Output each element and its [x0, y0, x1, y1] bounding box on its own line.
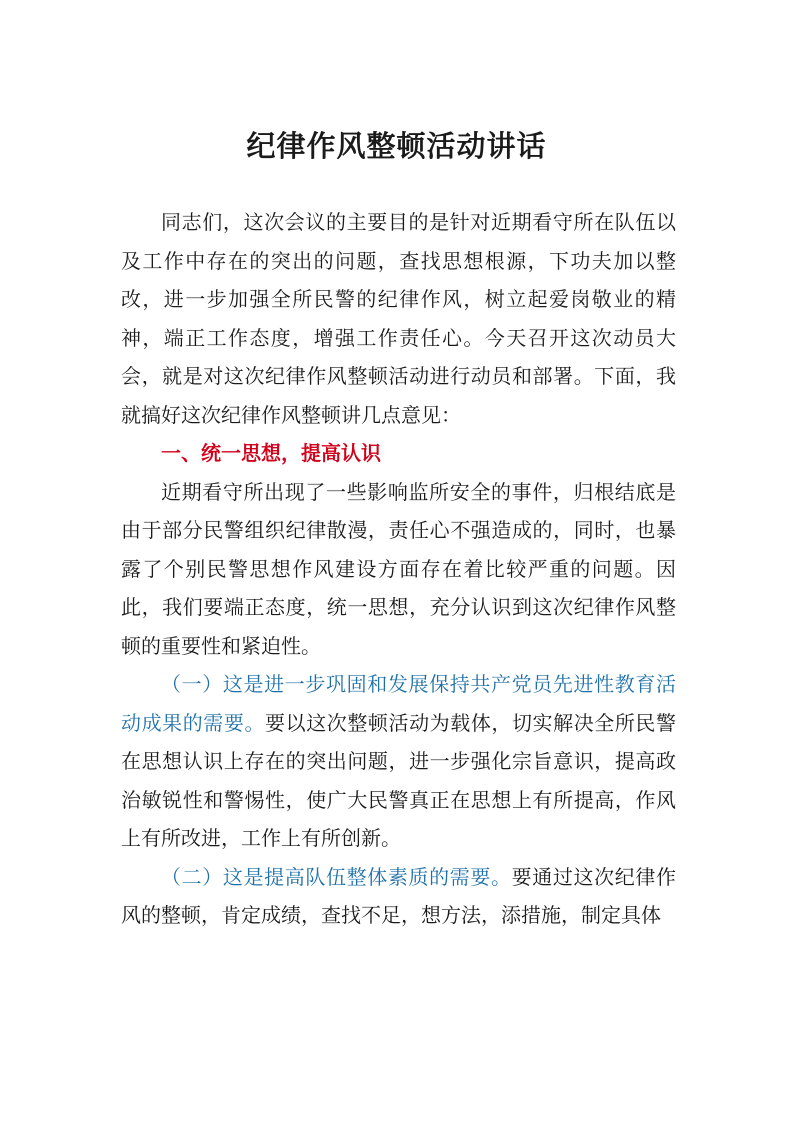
- document-title: 纪律作风整顿活动讲话: [246, 129, 547, 163]
- point-paragraph-1: [121, 665, 676, 858]
- point-lead-1: （一）这是进一步巩固和发展保持共产党员先进性教育活动成果的需要。: [121, 672, 676, 735]
- point-paragraph-2: [121, 858, 676, 935]
- point-text-2: 要通过这次纪律作风的整顿，肯定成绩，查找不足，想方法，添措施，制定具体: [121, 864, 676, 927]
- document-body: [121, 203, 676, 935]
- section-paragraph: 近期看守所出现了一些影响监所安全的事件，归根结底是由于部分民警组织纪律散漫，责任心不强造成的，同时，也暴露了个别民警思想作风建设方面存在着比较严重的问题。因此，我们要端正态度，统一思想，充分认识到这次纪律作风整顿的重要性和紧迫性。: [121, 479, 676, 658]
- section-heading: 一、统一思想，提高认识: [161, 441, 381, 465]
- point-lead-2: （二）这是提高队伍整体素质的需要。: [161, 864, 512, 889]
- point-text-1: 要以这次整顿活动为载体，切实解决全所民警在思想认识上存在的突出问题，进一步强化宗旨意识，提高政治敏锐性和警惕性，使广大民警真正在思想上有所提高，作风上有所改进，工作上有所创新。: [121, 710, 677, 850]
- intro-paragraph: 同志们，这次会议的主要目的是针对近期看守所在队伍以及工作中存在的突出的问题，查找思想根源，下功夫加以整改，进一步加强全所民警的纪律作风，树立起爱岗敬业的精神，端正工作态度，增强工作责任心。今天召开这次动员大会，就是对这次纪律作风整顿活动进行动员和部署。下面，我就搞好这次纪律作风整顿讲几点意见：: [121, 210, 676, 427]
